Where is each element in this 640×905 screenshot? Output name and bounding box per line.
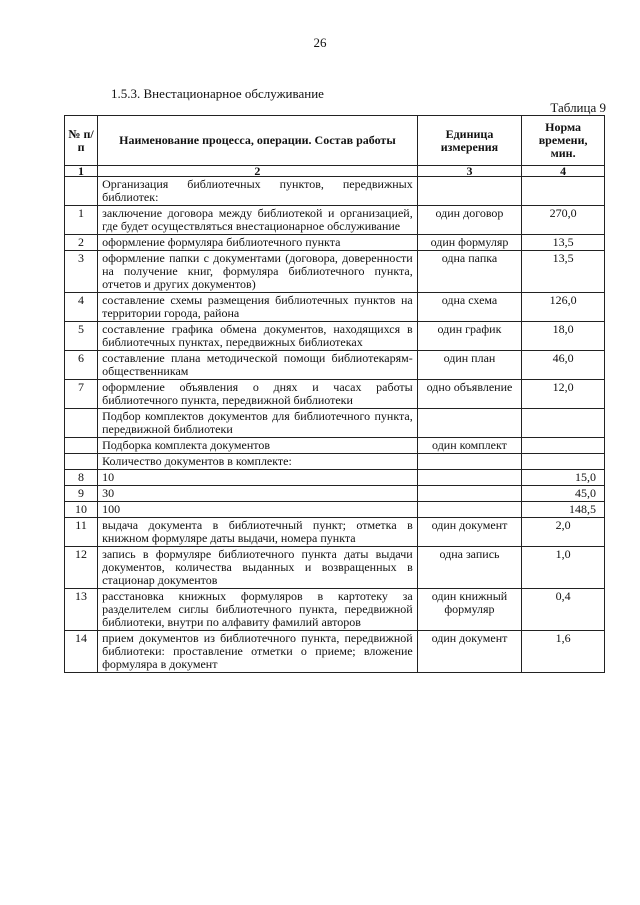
row-number: 8 bbox=[65, 470, 98, 486]
norm-value bbox=[522, 438, 605, 454]
column-number: 3 bbox=[417, 166, 521, 177]
row-number: 5 bbox=[65, 322, 98, 351]
operation-text: расстановка книжных формуляров в картотеку за разделителем сиглы библиотечного пункта, передвижной библиотеки, внутри по алфавиту фамилий авторов bbox=[98, 589, 418, 631]
operation-text: заключение договора между библиотекой и организацией, где будет осуществляться внестационарное обслуживание bbox=[98, 206, 418, 235]
unit-cell bbox=[417, 486, 521, 502]
norm-value: 270,0 bbox=[522, 206, 605, 235]
header-row bbox=[65, 116, 605, 166]
norms-table bbox=[64, 115, 605, 673]
norm-value: 45,0 bbox=[522, 486, 605, 502]
header-name: Наименование процесса, операции. Состав работы bbox=[98, 116, 418, 166]
table-row bbox=[65, 293, 605, 322]
norm-value bbox=[522, 177, 605, 206]
table-row bbox=[65, 351, 605, 380]
operation-text: прием документов из библиотечного пункта, передвижной библиотеки: проставление отметки о приеме; вложение формуляра в документ bbox=[98, 631, 418, 673]
table-row bbox=[65, 502, 605, 518]
operation-text: запись в формуляре библиотечного пункта даты выдачи документов, количества выданных и возвращенных в стационар документов bbox=[98, 547, 418, 589]
unit-cell: одна схема bbox=[417, 293, 521, 322]
row-number: 13 bbox=[65, 589, 98, 631]
table-row bbox=[65, 177, 605, 206]
norm-value: 2,0 bbox=[522, 518, 605, 547]
operation-text: Количество документов в комплекте: bbox=[98, 454, 418, 470]
unit-cell: один документ bbox=[417, 518, 521, 547]
norm-value bbox=[522, 409, 605, 438]
table-row bbox=[65, 631, 605, 673]
operation-text: 100 bbox=[98, 502, 418, 518]
row-number bbox=[65, 454, 98, 470]
table-row bbox=[65, 518, 605, 547]
unit-cell bbox=[417, 409, 521, 438]
operation-text: оформление формуляра библиотечного пункта bbox=[98, 235, 418, 251]
column-number-row bbox=[65, 166, 605, 177]
norm-value: 12,0 bbox=[522, 380, 605, 409]
unit-cell bbox=[417, 502, 521, 518]
row-number: 10 bbox=[65, 502, 98, 518]
table-row bbox=[65, 438, 605, 454]
operation-text: выдача документа в библиотечный пункт; отметка в книжном формуляре даты выдачи, номера пункта bbox=[98, 518, 418, 547]
row-number: 3 bbox=[65, 251, 98, 293]
norm-value: 0,4 bbox=[522, 589, 605, 631]
column-number: 2 bbox=[98, 166, 418, 177]
table-caption: Таблица 9 bbox=[550, 100, 606, 115]
section-title: 1.5.3. Внестационарное обслуживание bbox=[111, 86, 324, 101]
header-num: № п/п bbox=[65, 116, 98, 166]
table-row bbox=[65, 206, 605, 235]
header-norm: Норма времени, мин. bbox=[522, 116, 605, 166]
norm-value: 15,0 bbox=[522, 470, 605, 486]
row-number bbox=[65, 177, 98, 206]
norm-value: 13,5 bbox=[522, 251, 605, 293]
table-row bbox=[65, 380, 605, 409]
unit-cell: один книжный формуляр bbox=[417, 589, 521, 631]
operation-text: 30 bbox=[98, 486, 418, 502]
table-row bbox=[65, 409, 605, 438]
operation-text: составление графика обмена документов, находящихся в библиотечных пунктах, передвижных библиотеках bbox=[98, 322, 418, 351]
row-number: 1 bbox=[65, 206, 98, 235]
norm-value: 148,5 bbox=[522, 502, 605, 518]
norm-value bbox=[522, 454, 605, 470]
unit-cell: одна запись bbox=[417, 547, 521, 589]
row-number: 12 bbox=[65, 547, 98, 589]
table-row bbox=[65, 486, 605, 502]
unit-cell: один документ bbox=[417, 631, 521, 673]
unit-cell bbox=[417, 454, 521, 470]
norm-value: 46,0 bbox=[522, 351, 605, 380]
norm-value: 13,5 bbox=[522, 235, 605, 251]
operation-text: составление схемы размещения библиотечных пунктов на территории города, района bbox=[98, 293, 418, 322]
norm-value: 1,0 bbox=[522, 547, 605, 589]
operation-text: Подборка комплекта документов bbox=[98, 438, 418, 454]
operation-text: оформление объявления о днях и часах работы библиотечного пункта, передвижной библиотеки bbox=[98, 380, 418, 409]
table-row bbox=[65, 547, 605, 589]
operation-text: Организация библиотечных пунктов, передвижных библиотек: bbox=[98, 177, 418, 206]
header-unit: Единица измерения bbox=[417, 116, 521, 166]
row-number bbox=[65, 438, 98, 454]
row-number: 11 bbox=[65, 518, 98, 547]
norm-value: 126,0 bbox=[522, 293, 605, 322]
operation-text: составление плана методической помощи библиотекарям-общественникам bbox=[98, 351, 418, 380]
unit-cell: один план bbox=[417, 351, 521, 380]
table-row bbox=[65, 235, 605, 251]
norm-value: 1,6 bbox=[522, 631, 605, 673]
row-number: 6 bbox=[65, 351, 98, 380]
norm-value: 18,0 bbox=[522, 322, 605, 351]
unit-cell: один комплект bbox=[417, 438, 521, 454]
row-number: 9 bbox=[65, 486, 98, 502]
operation-text: 10 bbox=[98, 470, 418, 486]
row-number: 14 bbox=[65, 631, 98, 673]
unit-cell: одно объявление bbox=[417, 380, 521, 409]
table-row bbox=[65, 251, 605, 293]
row-number: 2 bbox=[65, 235, 98, 251]
table-row bbox=[65, 589, 605, 631]
unit-cell: один график bbox=[417, 322, 521, 351]
table-row bbox=[65, 322, 605, 351]
unit-cell bbox=[417, 470, 521, 486]
page-number: 26 bbox=[313, 35, 327, 50]
operation-text: Подбор комплектов документов для библиотечного пункта, передвижной библиотеки bbox=[98, 409, 418, 438]
row-number bbox=[65, 409, 98, 438]
table-row bbox=[65, 454, 605, 470]
unit-cell bbox=[417, 177, 521, 206]
unit-cell: один договор bbox=[417, 206, 521, 235]
unit-cell: один формуляр bbox=[417, 235, 521, 251]
row-number: 7 bbox=[65, 380, 98, 409]
column-number: 1 bbox=[65, 166, 98, 177]
operation-text: оформление папки с документами (договора, доверенности на получение книг, формуляра библиотечного пункта, отчетов и других документов) bbox=[98, 251, 418, 293]
row-number: 4 bbox=[65, 293, 98, 322]
column-number: 4 bbox=[522, 166, 605, 177]
unit-cell: одна папка bbox=[417, 251, 521, 293]
table-row bbox=[65, 470, 605, 486]
